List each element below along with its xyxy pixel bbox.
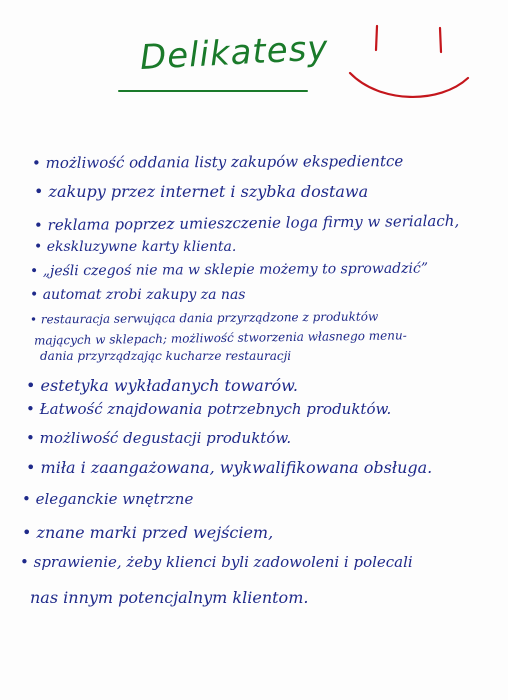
list-item-continuation: nas innym potencjalnym klientom. — [30, 588, 309, 607]
smiley-face-icon — [340, 18, 480, 108]
list-item: • zakupy przez internet i szybka dostawa — [34, 182, 369, 201]
list-item-continuation: mających w sklepach; możliwość stworzenia własnego menu- — [33, 328, 407, 348]
list-item: • znane marki przed wejściem, — [22, 523, 274, 542]
list-item-continuation: dania przyrządzając kucharze restauracji — [40, 349, 292, 363]
smiley-left-eye — [376, 26, 377, 50]
title-underline — [118, 90, 308, 92]
list-item: • reklama poprzez umieszczenie loga firmy w serialach, — [33, 211, 460, 235]
list-item: • sprawienie, żeby klienci byli zadowoleni i polecali — [20, 553, 413, 571]
list-item: • ekskluzywne karty klienta. — [34, 239, 237, 255]
list-item: • estetyka wykładanych towarów. — [26, 376, 298, 395]
list-item: • eleganckie wnętrzne — [22, 490, 194, 508]
page-title: Delikatesy — [138, 28, 330, 78]
list-item: • restauracja serwująca dania przyrządzone z produktów — [29, 309, 379, 327]
smiley-mouth — [350, 73, 468, 97]
list-item: • automat zrobi zakupy za nas — [30, 287, 246, 303]
list-item: • możliwość oddania listy zakupów ekspedientce — [31, 152, 404, 172]
list-item: • miła i zaangażowana, wykwalifikowana obsługa. — [26, 458, 433, 477]
smiley-right-eye — [440, 28, 441, 52]
list-item: • Łatwość znajdowania potrzebnych produktów. — [26, 400, 392, 418]
list-item: • możliwość degustacji produktów. — [26, 429, 292, 447]
list-item: • „jeśli czegoś nie ma w sklepie możemy to sprowadzić” — [29, 260, 429, 280]
